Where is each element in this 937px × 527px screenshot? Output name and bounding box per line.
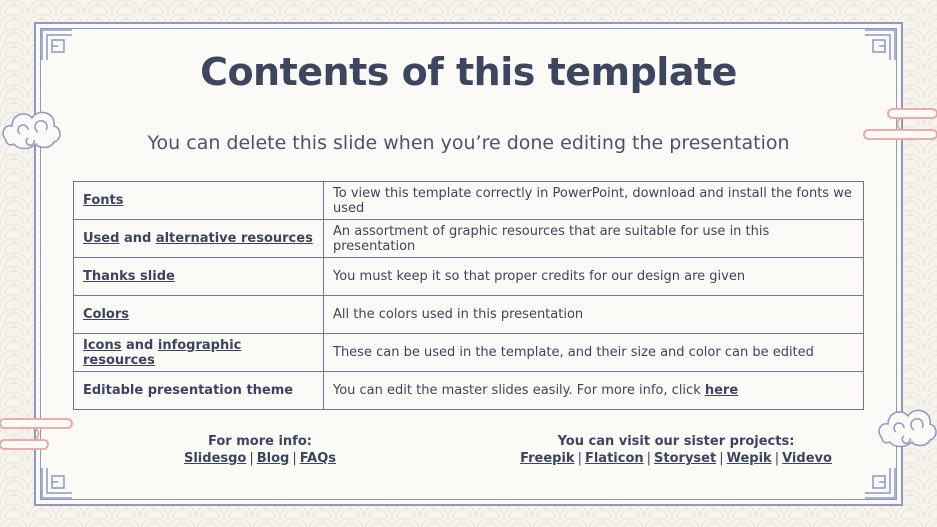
page-title: Contents of this template <box>200 50 737 94</box>
description-text: These can be used in the template, and their size and color can be edited <box>333 345 814 360</box>
resource-link[interactable]: Used <box>83 231 120 246</box>
resource-label-text: Editable presentation theme <box>83 383 294 398</box>
resource-link[interactable]: alternative resources <box>155 231 313 246</box>
description-text: You can edit the master slides easily. For more info, click <box>333 383 705 398</box>
footer-links <box>500 450 852 467</box>
description-cell <box>324 296 864 334</box>
description-cell <box>324 334 864 372</box>
resource-label-text: and <box>119 231 156 246</box>
footer-link-flaticon[interactable]: Flaticon <box>584 451 644 466</box>
description-text: You must keep it so that proper credits for our design are given <box>333 269 746 284</box>
link-separator: | <box>719 451 724 466</box>
resource-name-cell <box>74 182 324 220</box>
resource-name-cell <box>74 372 324 410</box>
footer-link-slidesgo[interactable]: Slidesgo <box>183 451 247 466</box>
description-cell <box>324 182 864 220</box>
resource-link[interactable]: Icons <box>83 337 122 353</box>
table-row <box>74 372 864 410</box>
link-separator: | <box>646 451 652 466</box>
link-separator: | <box>774 451 780 466</box>
meander-corner-icon <box>863 466 897 500</box>
footer-links <box>150 450 370 467</box>
cloud-icon <box>876 400 937 452</box>
footer-more-info <box>150 433 370 467</box>
footer-heading: For more info: <box>208 434 312 449</box>
link-separator: | <box>249 451 254 466</box>
footer-link-wepik[interactable]: Wepik <box>726 451 772 466</box>
meander-corner-icon <box>40 466 74 500</box>
table-row <box>74 258 864 296</box>
table-row <box>74 296 864 334</box>
resource-link[interactable]: Fonts <box>83 193 124 208</box>
footer-link-faqs[interactable]: FAQs <box>299 451 336 466</box>
table-row <box>74 334 864 372</box>
description-text: An assortment of graphic resources that are suitable for use in this presentation <box>333 223 770 254</box>
resource-label-text: and <box>121 337 158 353</box>
page-subtitle: You can delete this slide when you’re done editing the presentation <box>147 132 790 154</box>
footer-link-videvo[interactable]: Videvo <box>782 451 832 466</box>
footer-link-freepik[interactable]: Freepik <box>520 451 575 466</box>
link-separator: | <box>577 451 582 466</box>
table-row <box>74 220 864 258</box>
footer-heading: You can visit our sister projects: <box>557 434 795 449</box>
table-row <box>74 182 864 220</box>
description-text: All the colors used in this presentation <box>333 307 584 322</box>
link-separator: | <box>292 451 297 466</box>
resource-name-cell <box>74 334 324 372</box>
resource-link[interactable]: Thanks slide <box>83 269 175 284</box>
description-text: To view this template correctly in PowerPoint, download and install the fonts we used <box>333 185 852 216</box>
resource-name-cell <box>74 220 324 258</box>
footer-link-storyset[interactable]: Storyset <box>654 451 717 466</box>
resource-name-cell <box>74 258 324 296</box>
contents-table <box>73 181 864 410</box>
description-cell <box>324 258 864 296</box>
description-cell <box>324 220 864 258</box>
resource-link[interactable]: Colors <box>83 307 130 322</box>
cloud-streak-icon <box>0 416 74 452</box>
resource-link[interactable]: infographic resources <box>83 337 242 368</box>
footer-sister-projects <box>500 433 852 467</box>
here-link[interactable]: here <box>704 383 739 398</box>
resource-name-cell <box>74 296 324 334</box>
description-cell <box>324 372 864 410</box>
footer-link-blog[interactable]: Blog <box>256 451 290 466</box>
